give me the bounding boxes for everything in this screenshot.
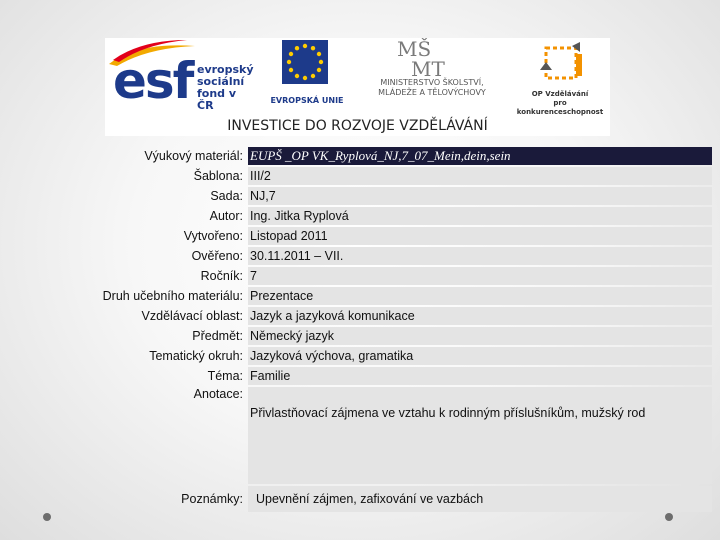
msmt-logo: [367, 38, 497, 110]
op-caption: OP Vzdělávání pro konkurenceschopnost: [516, 90, 604, 116]
table-row: [55, 327, 712, 345]
row-value: III/2: [248, 167, 712, 185]
svg-text:MT: MT: [411, 57, 445, 78]
row-value: EUPŠ _OP VK_Ryplová_NJ,7_07_Mein,dein,sein: [248, 147, 712, 165]
row-value: Listopad 2011: [248, 227, 712, 245]
material-info-table: [52, 145, 715, 514]
row-label: Anotace:: [193, 387, 243, 401]
eu-logo: [257, 38, 357, 110]
table-row: [55, 267, 712, 285]
msmt-caption: MINISTERSTVO ŠKOLSTVÍ, MLÁDEŽE A TĚLOVÝCHOVY: [378, 78, 486, 97]
investice-tagline: INVESTICE DO ROZVOJE VZDĚLÁVÁNÍ: [227, 118, 488, 134]
row-value: Prezentace: [248, 287, 712, 305]
table-row: [55, 387, 712, 484]
row-value: 7: [248, 267, 712, 285]
logo-banner: [105, 38, 610, 136]
table-row: [55, 307, 712, 325]
row-label: Druh učebního materiálu:: [102, 289, 243, 303]
row-label: Vytvořeno:: [183, 229, 243, 243]
row-label: Předmět:: [192, 329, 243, 343]
table-row: [55, 147, 712, 165]
esf-wordmark: esf: [113, 52, 193, 110]
row-label: Poznámky:: [181, 492, 243, 506]
op-arrows-icon: [538, 40, 586, 86]
row-label: Šablona:: [193, 169, 243, 183]
row-value: 30.11.2011 – VII.: [248, 247, 712, 265]
row-value: Upevnění zájmen, zafixování ve vazbách: [248, 486, 712, 512]
table-row: [55, 167, 712, 185]
esf-logo: [105, 38, 255, 110]
table-row: [55, 227, 712, 245]
row-label: Ročník:: [200, 269, 243, 283]
eu-stars-icon: [282, 40, 328, 84]
msmt-monogram-icon: [397, 38, 467, 78]
row-label: Tematický okruh:: [149, 349, 243, 363]
table-row: [55, 207, 712, 225]
table-row: [55, 486, 712, 512]
row-value: Ing. Jitka Ryplová: [248, 207, 712, 225]
svg-text:MŠ: MŠ: [397, 38, 432, 61]
table-row: [55, 187, 712, 205]
row-label: Sada:: [210, 189, 243, 203]
esf-caption: evropský sociální fond v ČR: [197, 63, 254, 112]
row-label: Téma:: [207, 369, 243, 383]
eu-caption: EVROPSKÁ UNIE: [270, 96, 344, 105]
row-value: Německý jazyk: [248, 327, 712, 345]
row-label: Ověřeno:: [191, 249, 243, 263]
row-label: Vzdělávací oblast:: [141, 309, 243, 323]
row-label: Výukový materiál:: [144, 149, 243, 163]
table-row: [55, 367, 712, 385]
slide-dot-left: [43, 513, 51, 521]
row-label: Autor:: [209, 209, 243, 223]
row-value: Familie: [248, 367, 712, 385]
table-row: [55, 287, 712, 305]
row-value: Jazyk a jazyková komunikace: [248, 307, 712, 325]
slide-dot-right: [665, 513, 673, 521]
table-row: [55, 347, 712, 365]
row-value: Jazyková výchova, gramatika: [248, 347, 712, 365]
op-logo: [510, 38, 610, 116]
table-row: [55, 247, 712, 265]
row-value: Přivlastňovací zájmena ve vztahu k rodinným příslušníkům, mužský rod: [248, 387, 712, 484]
row-value: NJ,7: [248, 187, 712, 205]
